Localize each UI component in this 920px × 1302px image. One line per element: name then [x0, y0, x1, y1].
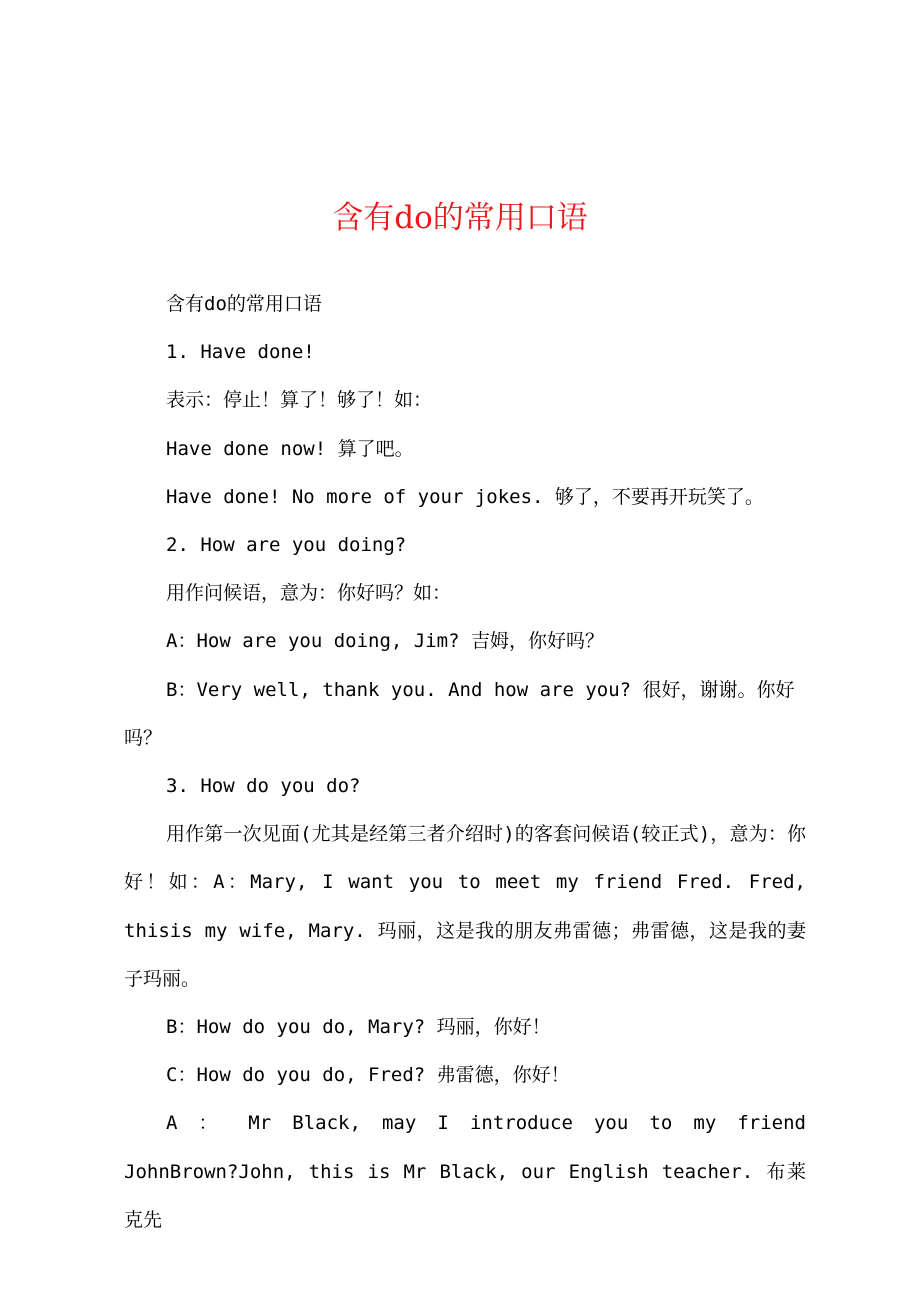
paragraph-item-1-heading: 1. Have done!: [166, 341, 315, 364]
paragraph-item-3-meaning: 用作第一次见面(尤其是经第三者介绍时)的客套问候语(较正式)，意为：你好！如：A：Mary, I want you to meet my friend Fred. Fred, thisis my wife, Mary. 玛丽，这是我的朋友弗雷德；弗雷德，这是我的妻子玛丽。: [124, 823, 806, 990]
paragraph-item-2-example-a: A：How are you doing, Jim? 吉姆，你好吗？: [166, 630, 604, 653]
paragraph-item-2-example-b: B：Very well, thank you. And how are you? 很好，谢谢。你好吗？: [124, 678, 795, 749]
paragraph-item-1-example-2: Have done! No more of your jokes. 够了，不要再开玩笑了。: [166, 485, 764, 508]
paragraph-item-3-example-b: B：How do you do, Mary? 玛丽，你好！: [166, 1016, 551, 1039]
paragraph-item-3-example-c: C：How do you do, Fred? 弗雷德，你好！: [166, 1064, 570, 1087]
document-title: 含有do的常用口语: [332, 200, 588, 236]
document-body: [124, 280, 806, 1244]
paragraph-subtitle: 含有do的常用口语: [166, 293, 322, 315]
paragraph-item-3-example-a2: A ： Mr Black, may I introduce you to my friend JohnBrown?John, this is Mr Black, our English teacher. 布莱克先: [124, 1112, 806, 1231]
paragraph-item-3-heading: 3. How do you do?: [166, 775, 361, 798]
paragraph-item-2-heading: 2. How are you doing?: [166, 534, 407, 557]
paragraph-item-2-meaning: 用作问候语，意为：你好吗？如：: [166, 582, 452, 605]
paragraph-item-1-meaning: 表示：停止！算了！够了！如：: [166, 389, 433, 412]
paragraph-item-1-example-1: Have done now! 算了吧。: [166, 437, 414, 460]
